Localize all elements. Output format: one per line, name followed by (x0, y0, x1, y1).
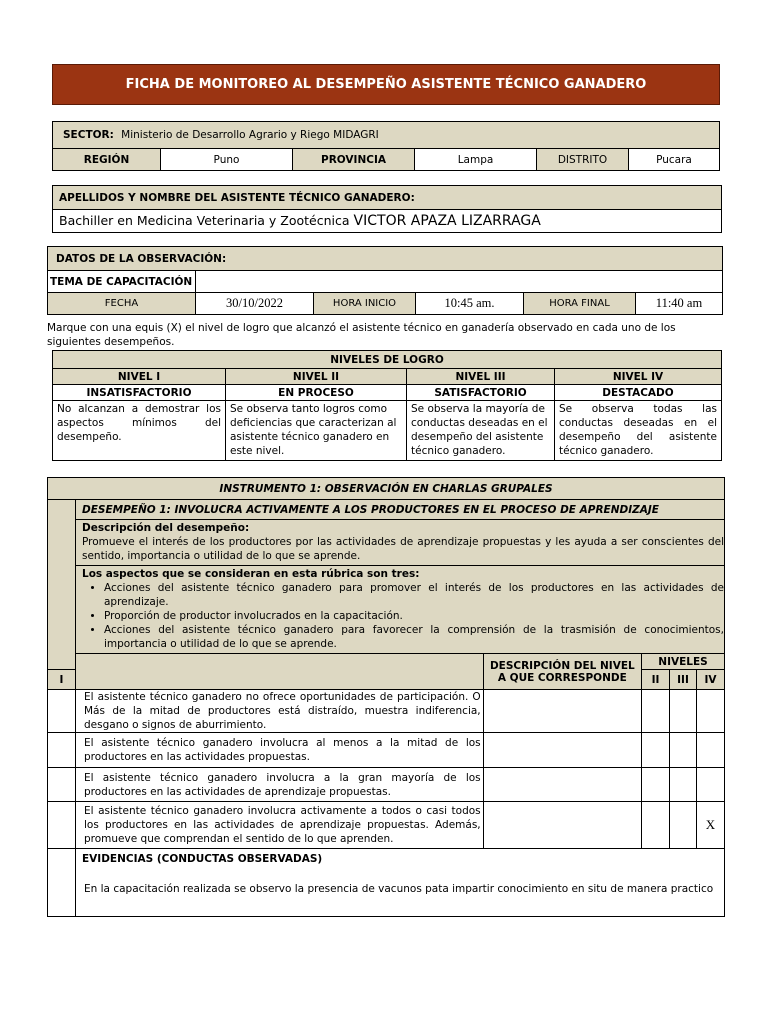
left-margin-cell (48, 849, 76, 917)
rubric-row-2-text: El asistente técnico ganadero involucra al menos a la mitad de los productores en las actividades propuestas. (76, 733, 484, 768)
instrumento-table (47, 477, 725, 917)
rubric-row-3-text: El asistente técnico ganadero involucra a la gran mayoría de los productores en las actividades de aprendizaje propuestas. (76, 768, 484, 802)
evidencias-cell (76, 849, 725, 917)
sector-row (53, 122, 720, 149)
desempeno-title: DESEMPEÑO 1: INVOLUCRA ACTIVAMENTE A LOS PRODUCTORES EN EL PROCESO DE APRENDIZAJE (76, 500, 725, 520)
evidencias-label: EVIDENCIAS (CONDUCTAS OBSERVADAS) (82, 853, 323, 865)
distrito-value: Pucara (629, 149, 720, 171)
asistente-table (52, 185, 722, 233)
evidencias-text: En la capacitación realizada se observo la presencia de vacunos pata impartir conocimiento en situ de manera practico (84, 883, 714, 895)
rubric-mark[interactable] (483, 733, 641, 768)
rubric-mark[interactable] (697, 733, 725, 768)
nivel-4-name: DESTACADO (555, 385, 722, 401)
rubric-mark[interactable] (697, 690, 725, 733)
rubric-mark[interactable] (670, 733, 697, 768)
nivel-2-desc: Se observa tanto logros como deficiencias que caracterizan al asistente técnico ganadero en este nivel. (226, 401, 407, 461)
aspectos-cell (76, 566, 725, 654)
descripcion-label: Descripción del desempeño: (82, 522, 250, 534)
instrumento-title: INSTRUMENTO 1: OBSERVACIÓN EN CHARLAS GRUPALES (48, 478, 725, 500)
descripcion-cell (76, 520, 725, 566)
rubric-mark[interactable] (483, 768, 641, 802)
asistente-value (53, 210, 722, 233)
hora-inicio-label: HORA INICIO (314, 293, 416, 315)
fecha-value: 30/10/2022 (196, 293, 314, 315)
aspecto-item: • Acciones del asistente técnico ganadero para favorecer la comprensión de la trasmisión de conocimientos, importancia o utilidad de lo que se aprende. (104, 623, 724, 651)
asistente-name: VICTOR APAZA LIZARRAGA (353, 213, 541, 229)
nivel-col-1: I (48, 670, 76, 690)
nivel-4-label: NIVEL IV (555, 369, 722, 385)
aspecto-item: • Proporción de productor involucrados en la capacitación. (104, 609, 724, 623)
nivel-2-name: EN PROCESO (226, 385, 407, 401)
rubric-mark[interactable] (670, 802, 697, 849)
rubric-mark[interactable] (642, 733, 670, 768)
rubric-mark[interactable] (642, 690, 670, 733)
asistente-prefix: Bachiller en Medicina Veterinaria y Zootécnica (59, 213, 350, 228)
nivel-1-label: NIVEL I (53, 369, 226, 385)
nivel-col-4: IV (697, 670, 725, 690)
nivel-3-label: NIVEL III (407, 369, 555, 385)
nivel-3-name: SATISFACTORIO (407, 385, 555, 401)
hora-final-label: HORA FINAL (524, 293, 636, 315)
sector-table (52, 121, 720, 171)
niveles-header: NIVELES DE LOGRO (53, 351, 722, 369)
sector-label: SECTOR: (63, 129, 114, 141)
asistente-label: APELLIDOS Y NOMBRE DEL ASISTENTE TÉCNICO GANADERO: (53, 186, 722, 210)
nivel-1-name: INSATISFACTORIO (53, 385, 226, 401)
instruction-text: Marque con una equis (X) el nivel de logro que alcanzó el asistente técnico en ganadería observado en cada uno de los siguientes desempeños. (47, 322, 676, 348)
left-margin-cell (48, 733, 76, 768)
desc-nivel-header: DESCRIPCIÓN DEL NIVEL A QUE CORRESPONDE (483, 654, 641, 690)
rubric-mark[interactable] (697, 768, 725, 802)
left-margin-cell (48, 500, 76, 670)
provincia-label: PROVINCIA (293, 149, 415, 171)
aspectos-list (82, 581, 724, 651)
nivel-col-2: II (642, 670, 670, 690)
sector-value: Ministerio de Desarrollo Agrario y Riego MIDAGRI (121, 129, 379, 141)
nivel-1-desc: No alcanzan a demostrar los aspectos mínimos del desempeño. (53, 401, 226, 461)
rubric-row-1-text: El asistente técnico ganadero no ofrece oportunidades de participación. O Más de la mitad de productores está distraído, muestra indiferencia, desgano o signos de aburrimiento. (76, 690, 484, 733)
region-label: REGIÓN (53, 149, 161, 171)
left-margin-cell (76, 654, 484, 690)
left-margin-cell (48, 768, 76, 802)
niveles-table (52, 350, 722, 461)
fecha-label: FECHA (48, 293, 196, 315)
rubric-mark[interactable] (642, 768, 670, 802)
hora-inicio-value: 10:45 am. (416, 293, 524, 315)
tema-label: TEMA DE CAPACITACIÓN (48, 271, 196, 293)
rubric-mark[interactable] (642, 802, 670, 849)
provincia-value: Lampa (415, 149, 537, 171)
aspectos-label: Los aspectos que se consideran en esta rúbrica son tres: (82, 568, 420, 580)
distrito-label: DISTRITO (537, 149, 629, 171)
nivel-3-desc: Se observa la mayoría de conductas deseadas en el desempeño del asistente técnico ganadero. (407, 401, 555, 461)
page-title: FICHA DE MONITOREO AL DESEMPEÑO ASISTENTE TÉCNICO GANADERO (52, 64, 720, 105)
left-margin-cell (48, 690, 76, 733)
observacion-label: DATOS DE LA OBSERVACIÓN: (48, 247, 723, 271)
observacion-table (47, 246, 723, 315)
nivel-2-label: NIVEL II (226, 369, 407, 385)
nivel-4-desc: Se observa todas las conductas deseadas en el desempeño del asistente técnico ganadero. (555, 401, 722, 461)
aspecto-item: • Acciones del asistente técnico ganadero para promover el interés de los productores en las actividades de aprendizaje. (104, 581, 724, 609)
rubric-mark[interactable] (670, 768, 697, 802)
hora-final-value: 11:40 am (636, 293, 723, 315)
rubric-mark[interactable] (483, 690, 641, 733)
region-value: Puno (161, 149, 293, 171)
left-margin-cell (48, 802, 76, 849)
descripcion-text: Promueve el interés de los productores por las actividades de aprendizaje propuestas y les ayuda a ser conscientes del sentido, importancia o utilidad de lo que se aprende. (82, 536, 724, 562)
rubric-mark[interactable] (670, 690, 697, 733)
rubric-mark[interactable] (483, 802, 641, 849)
tema-value (196, 271, 723, 293)
niveles-col-header: NIVELES (642, 654, 725, 670)
rubric-mark[interactable]: X (697, 802, 725, 849)
nivel-col-3: III (670, 670, 697, 690)
rubric-row-4-text: El asistente técnico ganadero involucra activamente a todos o casi todos los productores en las actividades de aprendizaje propuestas. Además, promueve que comprendan el sentido de lo que aprenden. (76, 802, 484, 849)
